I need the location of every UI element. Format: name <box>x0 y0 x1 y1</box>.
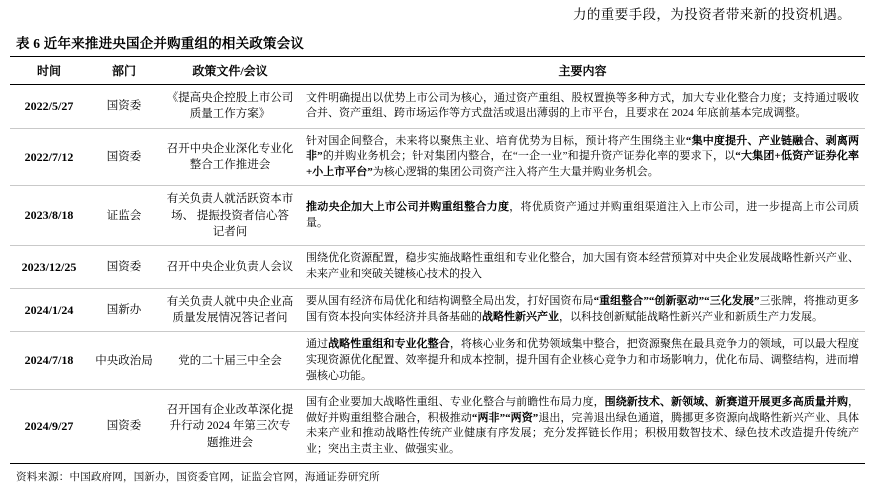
policy-table <box>10 56 865 464</box>
cell-department: 国资委 <box>88 246 160 288</box>
cell-date: 2022/5/27 <box>10 85 88 129</box>
table-row <box>10 288 865 332</box>
cell-content: 推动央企加大上市公司并购重组整合力度，将优质资产通过并购重组渠道注入上市公司，进一步提高上市公司质量。 <box>300 186 865 246</box>
cell-department: 国资委 <box>88 85 160 129</box>
column-header-document: 政策文件/会议 <box>160 57 300 85</box>
cell-document: 《提高央企控股上市公司质量工作方案》 <box>160 85 300 129</box>
source-note: 资料来源：中国政府网，国新办，国资委官网，证监会官网，海通证券研究所 <box>16 471 380 483</box>
cell-content: 要从国有经济布局优化和结构调整全局出发，打好国资布局“重组整合”“创新驱动”“三化发展”三张牌，将推动更多国有资本投向实体经济并具备基础的战略性新兴产业，以科技创新赋能战略性新兴产业和新质生产力发展。 <box>300 288 865 332</box>
cell-date: 2024/1/24 <box>10 288 88 332</box>
column-header-time: 时间 <box>10 57 88 85</box>
cell-document: 有关负责人就活跃资本市场、 提振投资者信心答记者问 <box>160 186 300 246</box>
cell-content: 通过战略性重组和专业化整合，将核心业务和优势领域集中整合，把资源聚焦在最具竞争力的领域，可以最大程度实现资源优化配置、效率提升和成本控制，提升国有企业核心竞争力和市场影响力，优化布局、调整结构，进而增强核心功能。 <box>300 332 865 390</box>
cell-content: 围绕优化资源配置，稳步实施战略性重组和专业化整合，加大国有资本经营预算对中央企业发展战略性新兴产业、未来产业和突破关键核心技术的投入 <box>300 246 865 288</box>
table-row <box>10 246 865 288</box>
column-header-department: 部门 <box>88 57 160 85</box>
table-body <box>10 85 865 464</box>
table-title: 表 6 近年来推进央国企并购重组的相关政策会议 <box>16 36 305 51</box>
cell-document: 召开中央企业深化专业化整合工作推进会 <box>160 128 300 186</box>
table-row <box>10 128 865 186</box>
cell-date: 2024/9/27 <box>10 390 88 463</box>
cell-content: 针对国企间整合，未来将以聚焦主业、培育优势为目标，预计将产生围绕主业“集中度提升、产业链融合、剥离两非”的并购业务机会；针对集团内整合，在“一企一业”和提升资产证券化率的要求下，以“大集团+低资产证券化率+小上市平台”为核心逻辑的集团公司资产注入将产生大量并购业务机会。 <box>300 128 865 186</box>
column-header-content: 主要内容 <box>300 57 865 85</box>
top-paragraph: 力的重要手段，为投资者带来新的投资机遇。 <box>573 7 851 22</box>
cell-document: 有关负责人就中央企业高质量发展情况答记者问 <box>160 288 300 332</box>
cell-document: 党的二十届三中全会 <box>160 332 300 390</box>
table-row <box>10 390 865 463</box>
cell-department: 证监会 <box>88 186 160 246</box>
cell-department: 中央政治局 <box>88 332 160 390</box>
cell-date: 2024/7/18 <box>10 332 88 390</box>
table-header <box>10 57 865 85</box>
table-header-row <box>10 57 865 85</box>
cell-department: 国资委 <box>88 390 160 463</box>
table-row <box>10 186 865 246</box>
cell-content: 文件明确提出以优势上市公司为核心，通过资产重组、股权置换等多种方式，加大专业化整合力度；支持通过吸收合并、资产重组、跨市场运作等方式盘活或退出薄弱的上市平台，且要求在 2024 年底前基本完成调整。 <box>300 85 865 129</box>
cell-department: 国新办 <box>88 288 160 332</box>
cell-date: 2023/8/18 <box>10 186 88 246</box>
cell-date: 2023/12/25 <box>10 246 88 288</box>
cell-date: 2022/7/12 <box>10 128 88 186</box>
cell-department: 国资委 <box>88 128 160 186</box>
cell-content: 国有企业要加大战略性重组、专业化整合与前瞻性布局力度，围绕新技术、新领域、新赛道开展更多高质量并购，做好并购重组整合融合，积极推动“两非”“两资”退出，完善退出绿色通道，腾挪更多资源向战略性新兴产业、具体未来产业和推动战略性传统产业健康有序发展；充分发挥链长作用；积极用数智技术、绿色技术改造提升传统产业；突出主责主业、做强实业。 <box>300 390 865 463</box>
cell-document: 召开中央企业负责人会议 <box>160 246 300 288</box>
cell-document: 召开国有企业改革深化提升行动 2024 年第三次专题推进会 <box>160 390 300 463</box>
table-row <box>10 85 865 129</box>
table-row <box>10 332 865 390</box>
